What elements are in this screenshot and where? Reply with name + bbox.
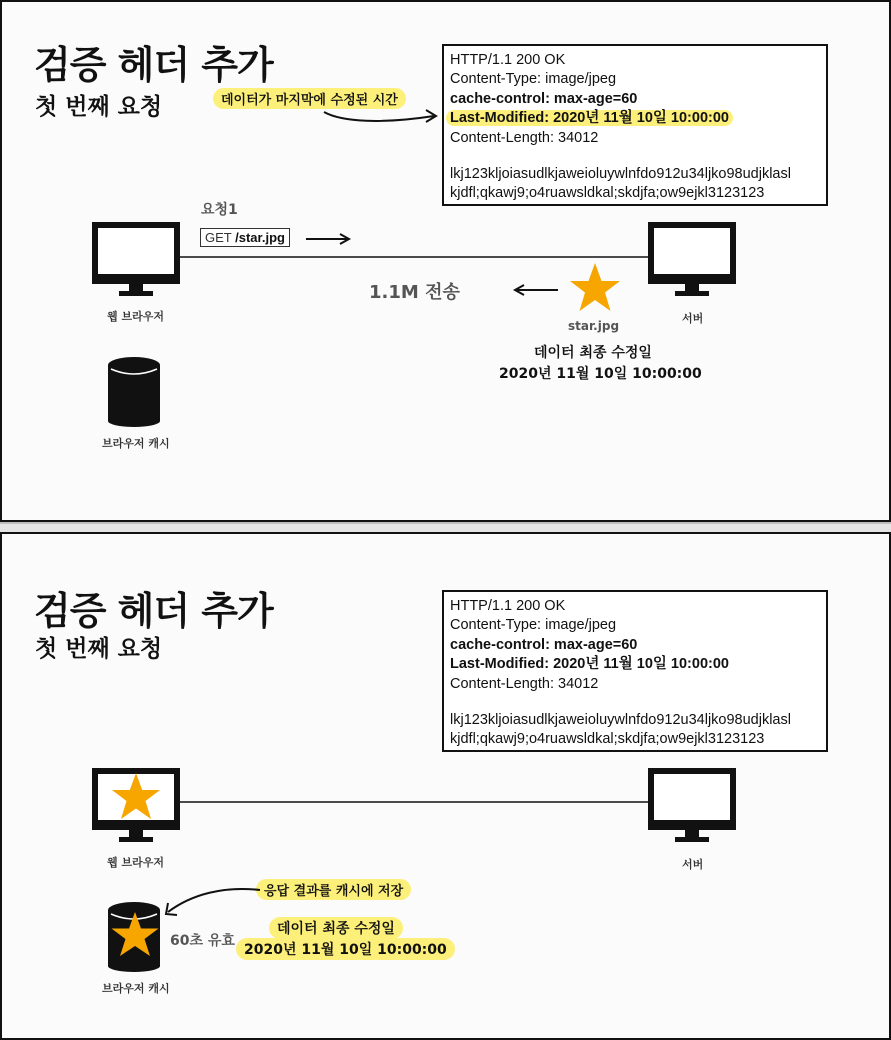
- last-modified-header: Last-Modified: 2020년 11월 10일 10:00:00: [446, 110, 733, 126]
- response-body-line-1: lkj123kljoiasudlkjaweioluywlnfdo912u34ljko98udjklasl: [450, 712, 791, 729]
- response-body-line-2: kjdfl;qkawj9;o4ruawsldkal;skdjfa;ow9ejkl3123123: [450, 731, 765, 748]
- content-length-header: Content-Length: 34012: [450, 675, 599, 692]
- file-label: star.jpg: [568, 319, 620, 333]
- last-modified-annotation: 데이터가 마지막에 수정된 시간: [213, 88, 406, 109]
- content-length-header: Content-Length: 34012: [450, 129, 599, 146]
- slide-cache-stored: [0, 532, 891, 1040]
- transfer-label: 1.1M 전송: [369, 282, 460, 303]
- request-path: /star.jpg: [235, 230, 285, 245]
- status-line: HTTP/1.1 200 OK: [450, 598, 566, 614]
- content-type-header: Content-Type: image/jpeg: [450, 71, 617, 88]
- request-method: GET: [205, 230, 232, 245]
- cache-label: 브라우저 캐시: [102, 437, 170, 450]
- page-title: 검증 헤더 추가: [34, 589, 273, 633]
- page-title: 검증 헤더 추가: [34, 43, 273, 87]
- server-label: 서버: [682, 858, 704, 871]
- modified-title: 데이터 최종 수정일: [534, 345, 652, 361]
- browser-label: 웹 브라우저: [107, 856, 164, 869]
- cache-cylinder-icon: [107, 357, 163, 429]
- page-subtitle: 첫 번째 요청: [35, 636, 163, 662]
- cache-control-header: cache-control: max-age=60: [450, 636, 638, 653]
- request-label: 요청1: [201, 202, 238, 218]
- status-line: HTTP/1.1 200 OK: [450, 52, 566, 68]
- last-modified-header: Last-Modified: 2020년 11월 10일 10:00:00: [450, 656, 729, 673]
- content-type-header: Content-Type: image/jpeg: [450, 617, 617, 634]
- modified-title: 데이터 최종 수정일: [269, 917, 403, 939]
- cache-label: 브라우저 캐시: [102, 982, 170, 995]
- page-subtitle: 첫 번째 요청: [35, 94, 163, 120]
- cache-save-note: 응답 결과를 캐시에 저장: [256, 879, 411, 900]
- star-icon: [568, 262, 622, 314]
- validity-label: 60초 유효: [170, 933, 235, 949]
- browser-label: 웹 브라우저: [107, 310, 164, 323]
- slide-divider: [0, 522, 891, 532]
- response-body-line-1: lkj123kljoiasudlkjaweioluywlnfdo912u34ljko98udjklasl: [450, 166, 791, 183]
- star-icon: [110, 911, 160, 961]
- server-label: 서버: [682, 312, 704, 325]
- cache-control-header: cache-control: max-age=60: [450, 90, 638, 107]
- modified-date: 2020년 11월 10일 10:00:00: [236, 938, 455, 960]
- response-body-line-2: kjdfl;qkawj9;o4ruawsldkal;skdjfa;ow9ejkl3123123: [450, 185, 765, 202]
- modified-date: 2020년 11월 10일 10:00:00: [499, 366, 702, 382]
